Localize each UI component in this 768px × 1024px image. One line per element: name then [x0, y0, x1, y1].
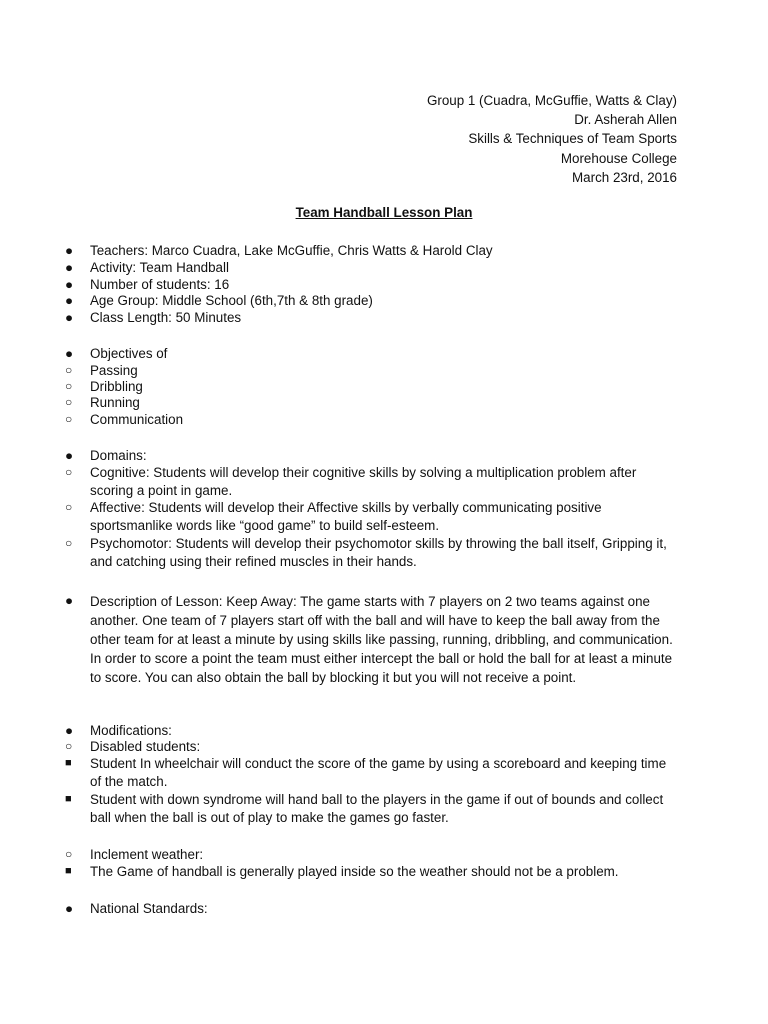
circle-marker: ○ [65, 500, 73, 514]
list-item-text: Communication [90, 412, 184, 427]
list-item-text: Student with down syndrome will hand ball to the players in the game if out of bounds and collect ball when the ball is out of play to make the games go faster. [90, 792, 664, 825]
header-instructor-line: Dr. Asherah Allen [574, 112, 677, 128]
list-item-text: Dribbling [90, 379, 143, 394]
bullet-marker: ● [65, 723, 74, 738]
square-marker: ■ [65, 865, 72, 877]
circle-marker: ○ [65, 536, 73, 550]
bullet-marker: ● [65, 243, 74, 258]
bullet-marker: ● [65, 310, 74, 325]
header-date-line: March 23rd, 2016 [572, 169, 677, 185]
circle-marker: ○ [65, 847, 73, 861]
header-group-line: Group 1 (Cuadra, McGuffie, Watts & Clay) [426, 93, 677, 108]
list-item-text: Age Group: Middle School (6th,7th & 8th grade) [90, 293, 373, 308]
list-item-text: Number of students: 16 [90, 277, 230, 292]
list-item-text: Psychomotor: Students will develop their psychomotor skills by throwing the ball itself, Gripping it, and catching using their refined muscles in their hands. [90, 536, 667, 569]
circle-marker: ○ [65, 739, 73, 753]
list-item-text: Description of Lesson: Keep Away: The game starts with 7 players on 2 two teams against one another. One team of 7 players start off with the ball and will have to keep the ball away from the other team for at least a minute by using skills like passing, running, dribbling, and communication. In order to score a point the team must either intercept the ball or hold the ball for at least a minute to score. You can also obtain the ball by blocking it but you will not receive a point. [90, 594, 673, 685]
bullet-marker: ● [65, 901, 74, 916]
list-item-text: Affective: Students will develop their Affective skills by verbally communicating positive sportsmanlike words like “good game” to build self-esteem. [90, 500, 602, 533]
list-item-text: Running [90, 395, 140, 410]
list-item-text: Student In wheelchair will conduct the score of the game by using a scoreboard and keeping time of the match. [90, 756, 667, 789]
bullet-marker: ● [65, 277, 74, 292]
circle-marker: ○ [65, 363, 73, 377]
list-item-text: Objectives of [90, 346, 168, 361]
circle-marker: ○ [65, 395, 73, 409]
bullet-marker: ● [65, 448, 74, 463]
list-item-text: National Standards: [90, 901, 208, 916]
header-course-line: Skills & Techniques of Team Sports [468, 131, 677, 147]
bullet-marker: ● [65, 346, 74, 361]
list-item-text: Activity: Team Handball [90, 260, 229, 275]
square-marker: ■ [65, 757, 72, 769]
list-item-text: Passing [90, 363, 138, 378]
circle-marker: ○ [65, 465, 73, 479]
circle-marker: ○ [65, 412, 73, 426]
list-item-text: Cognitive: Students will develop their cognitive skills by solving a multiplication problem after scoring a point in game. [90, 465, 637, 498]
list-item-text: Disabled students: [90, 739, 201, 754]
document-header [427, 91, 677, 187]
bullet-marker: ● [65, 260, 74, 275]
circle-marker: ○ [65, 379, 73, 393]
list-item-text: Inclement weather: [90, 847, 204, 862]
list-item-text: Teachers: Marco Cuadra, Lake McGuffie, Chris Watts & Harold Clay [90, 243, 493, 258]
bullet-marker: ● [65, 593, 74, 608]
document-title: Team Handball Lesson Plan [295, 205, 473, 220]
list-item-text: Class Length: 50 Minutes [90, 310, 242, 325]
list-item-text: The Game of handball is generally played inside so the weather should not be a problem. [90, 864, 619, 879]
bullet-marker: ● [65, 293, 74, 308]
header-college-line: Morehouse College [560, 150, 677, 166]
list-item-text: Modifications: [90, 723, 172, 738]
square-marker: ■ [65, 793, 72, 805]
list-item-text: Domains: [90, 448, 147, 463]
